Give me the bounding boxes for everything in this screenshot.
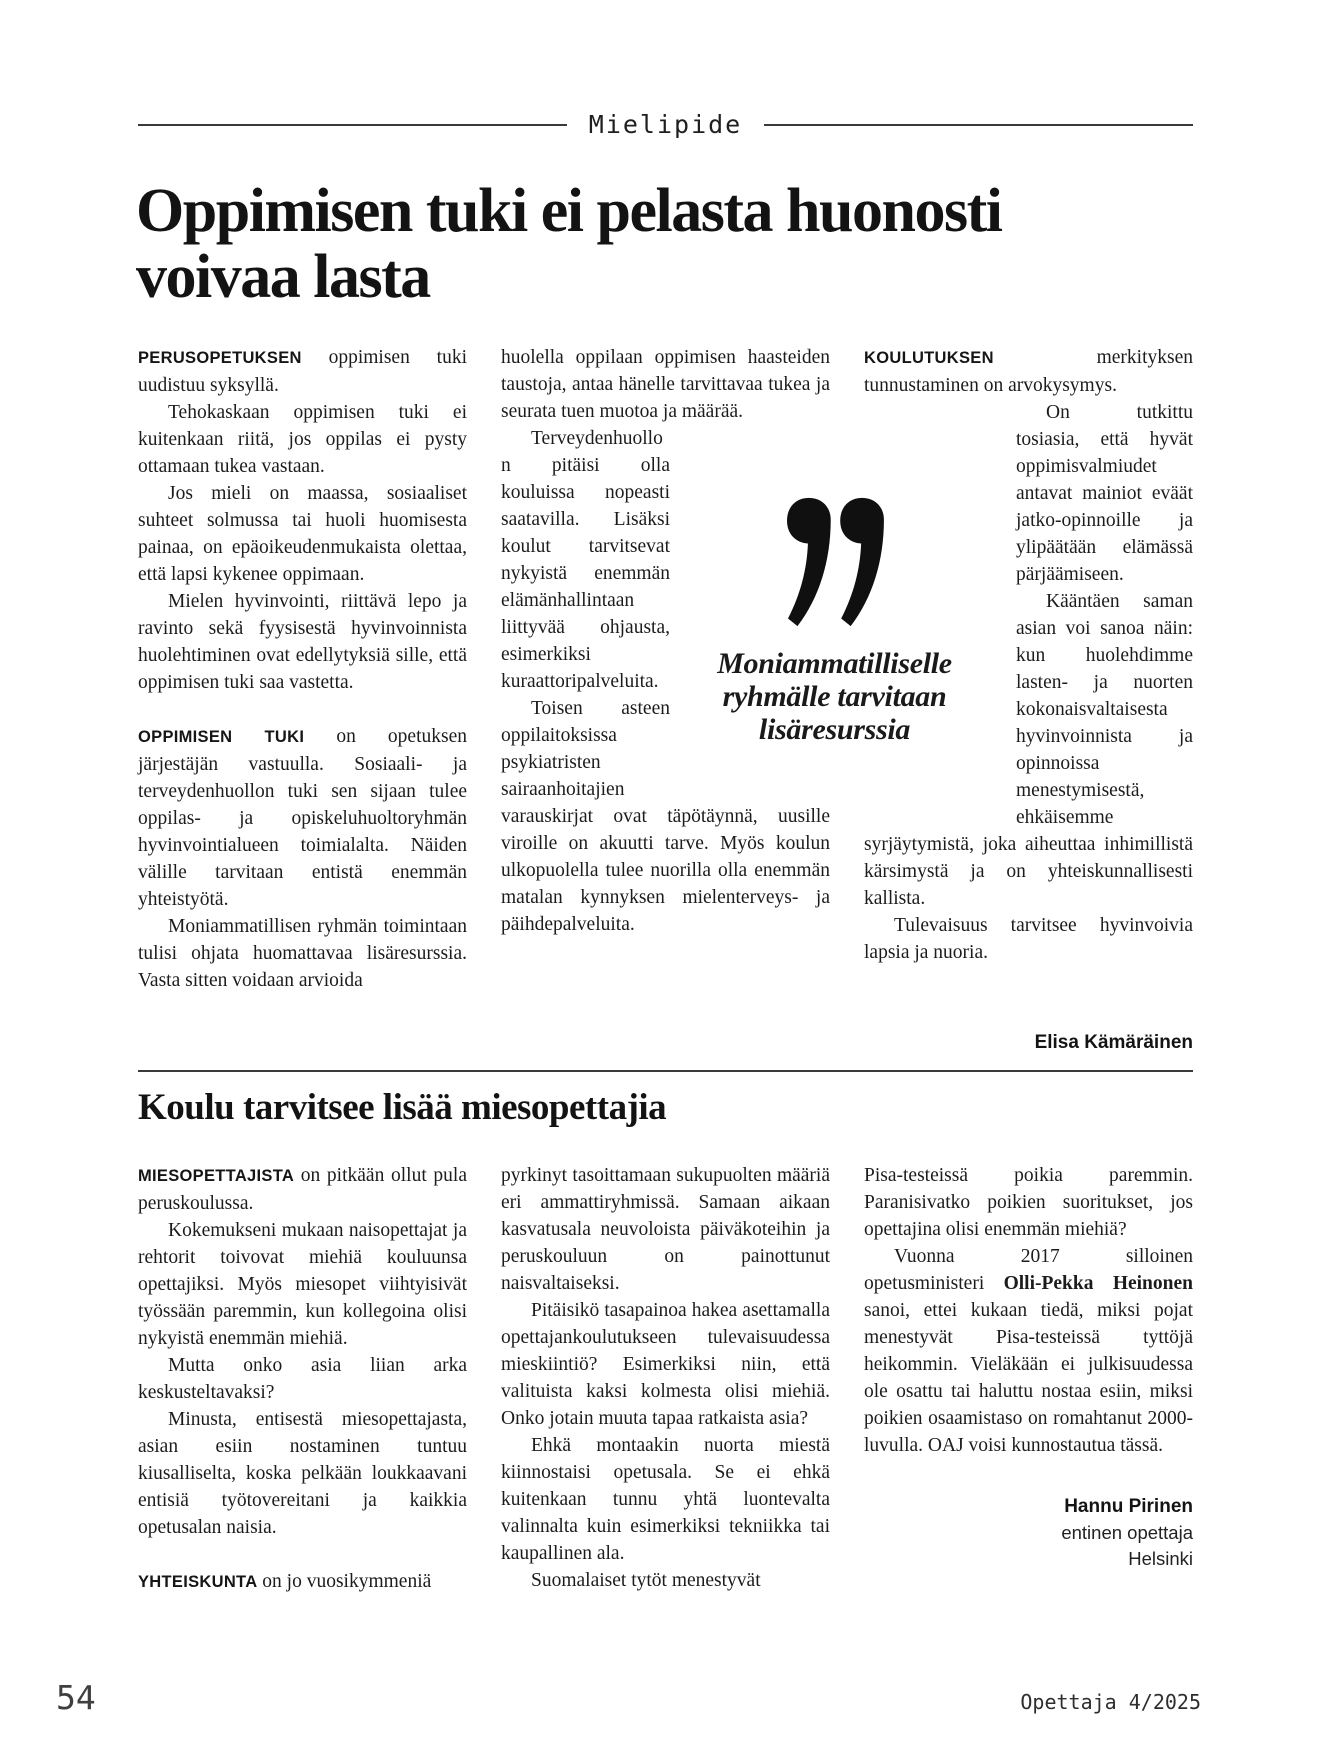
body-paragraph bbox=[138, 723, 467, 913]
paragraph-text: oppimisen tuki uudistuu syksyllä. bbox=[138, 347, 467, 396]
body-paragraph: Kokemukseni mukaan naisopettajat ja rehtorit toivovat miehiä kouluunsa opettajiksi. Myös miesopet viihtyisivät työssään paremmin, kun kollegoina olisi nykyistä enemmän miehiä. bbox=[138, 1220, 467, 1349]
article1-columns bbox=[138, 344, 1193, 1054]
page-footer bbox=[56, 1678, 1201, 1717]
body-paragraph: Pitäisikö tasapainoa hakea asettamalla opettajankoulutukseen tulevaisuudessa mieskiintiö? Esimerkiksi niin, että valituista kaksi kolmesta olisi miehiä. Onko jotain muuta tapaa ratkaista asia? bbox=[501, 1300, 830, 1429]
section-label: Mielipide bbox=[588, 110, 743, 139]
page-number: 54 bbox=[56, 1678, 96, 1717]
section-masthead bbox=[138, 110, 1193, 139]
paragraph-kicker: PERUSOPETUKSEN bbox=[138, 349, 302, 367]
body-paragraph: Kääntäen saman asian voi sanoa näin: kun huolehdimme lasten- ja nuorten kokonaisvaltaisesta hyvinvoinnista ja opinnoissa menestymisestä, ehkäisemme syrjäytymistä, joka aiheuttaa inhimillistä kärsimystä ja on yhteiskunnallisesti kallista. bbox=[864, 591, 1193, 909]
paragraph-text: on jo vuosikymmeniä bbox=[262, 1571, 432, 1592]
article-divider-rule bbox=[138, 1070, 1193, 1072]
article2-columns bbox=[138, 1162, 1193, 1596]
body-paragraph: pyrkinyt tasoittamaan sukupuolten määriä eri ammattiryhmissä. Samaan aikaan kasvatusala neuvoloista päiväkoteihin ja peruskouluun on painottunut naisvaltaiseksi. bbox=[501, 1165, 830, 1294]
paragraph-kicker: OPPIMISEN TUKI bbox=[138, 728, 305, 746]
pull-quote bbox=[662, 496, 1007, 746]
article1-author-byline: Elisa Kämäräinen bbox=[1034, 1032, 1193, 1053]
article1-column-1 bbox=[138, 344, 467, 1054]
article2-column-2 bbox=[501, 1162, 830, 1596]
author-role: entinen opettaja bbox=[1061, 1522, 1193, 1543]
paragraph-text: merkityksen tunnustaminen on arvokysymys. bbox=[864, 347, 1193, 396]
paragraph-kicker: MIESOPETTAJISTA bbox=[138, 1167, 295, 1185]
article2-headline: Koulu tarvitsee lisää miesopettajia bbox=[138, 1087, 667, 1128]
author-name: Hannu Pirinen bbox=[1064, 1496, 1193, 1517]
body-paragraph bbox=[864, 344, 1193, 399]
body-paragraph: Ehkä montaakin nuorta miestä kiinnostaisi opetusala. Se ei ehkä kuitenkaan tunnu yhtä luontevalta valinnalta kuin esimerkiksi tekniikka tai kaupallinen ala. bbox=[501, 1435, 830, 1564]
paragraph-kicker: KOULUTUKSEN bbox=[864, 349, 994, 367]
body-paragraph: Mutta onko asia liian arka keskusteltavaksi? bbox=[138, 1355, 467, 1403]
body-paragraph: Tehokaskaan oppimisen tuki ei kuitenkaan riitä, jos oppilas ei pysty ottamaan tukea vastaan. bbox=[138, 402, 467, 477]
paragraph-text: on opetuksen järjestäjän vastuulla. Sosiaali- ja terveydenhuollon tuki sen sijaan tulee oppilas- ja opiskeluhuoltoryhmän hyvinvointialueen toimialalta. Näiden välille tarvitaan entistä enemmän yhteistyötä. bbox=[138, 726, 467, 910]
issue-label: Opettaja 4/2025 bbox=[1020, 1690, 1201, 1714]
paragraph-text: sanoi, ettei kukaan tiedä, miksi pojat menestyvät Pisa-testeissä tyttöjä heikommin. Vieläkään ei julkisuudessa ole osattu tai haluttu nostaa esiin, miksi poikien osaamistaso on romahtanut 2000-luvulla. OAJ voisi kunnostautua tässä. bbox=[864, 1300, 1193, 1456]
article2-column-3 bbox=[864, 1162, 1193, 1596]
person-name-bold: Olli-Pekka Heinonen bbox=[1003, 1273, 1193, 1294]
body-paragraph bbox=[138, 1568, 467, 1596]
body-paragraph: On tutkittu tosiasia, että hyvät oppimisvalmiudet antavat mainiot eväät jatko-opinnoille ja ylipäätään elämässä pärjäämiseen. bbox=[1016, 402, 1193, 585]
body-paragraph: Tulevaisuus tarvitsee hyvinvoivia lapsia ja nuoria. bbox=[864, 915, 1193, 963]
body-paragraph: Suomalaiset tytöt menestyvät bbox=[531, 1570, 761, 1591]
masthead-rule-right bbox=[764, 124, 1193, 126]
body-paragraph: Pisa-testeissä poikia paremmin. Paranisivatko poikien suoritukset, jos opettajina olisi enemmän miehiä? bbox=[864, 1165, 1193, 1240]
body-paragraph bbox=[138, 1162, 467, 1217]
body-paragraph: huolella oppilaan oppimisen haasteiden taustoja, antaa hänelle tarvittavaa tukea ja seurata tuen muotoa ja määrää. bbox=[501, 347, 830, 422]
body-paragraph: Mielen hyvinvointi, riittävä lepo ja ravinto sekä fyysisestä hyvinvoinnista huolehtiminen ovat edellytyksiä sille, että oppimisen tuki saa vastetta. bbox=[138, 591, 467, 693]
author-city: Helsinki bbox=[1128, 1548, 1193, 1569]
pull-quote-text: Moniammatilliselle ryhmälle tarvitaan lisäresurssia bbox=[717, 647, 952, 746]
article2-column-1 bbox=[138, 1162, 467, 1596]
body-paragraph bbox=[138, 344, 467, 399]
body-paragraph: Jos mieli on maassa, sosiaaliset suhteet solmussa tai huoli huomisesta painaa, on epäoikeudenmukaista olettaa, että lapsi kykenee oppimaan. bbox=[138, 483, 467, 585]
article1-headline bbox=[136, 178, 1226, 310]
body-paragraph: Terveydenhuollon pitäisi olla kouluissa nopeasti saatavilla. Lisäksi koulut tarvitsevat nykyistä enemmän elämänhallintaan liittyvää ohjausta, esimerkiksi kuraattoripalveluita. bbox=[501, 428, 670, 692]
article2-author-byline bbox=[864, 1493, 1193, 1572]
paragraph-text: Vuonna 2017 silloinen opetusministeri bbox=[864, 1246, 1193, 1294]
body-paragraph: Toisen asteen oppilaitoksissa psykiatristen sairaanhoitajien varauskirjat ovat täpötäynnä, uusille viroille on akuutti tarve. Myös koulun ulkopuolella tulee nuorilla olla enemmän matalan kynnyksen mielenterveys- ja päihdepalveluita. bbox=[501, 698, 830, 935]
body-paragraph bbox=[864, 1243, 1193, 1459]
paragraph-kicker: YHTEISKUNTA bbox=[138, 1573, 258, 1591]
paragraph-text: on pitkään ollut pula peruskoulussa. bbox=[138, 1165, 467, 1214]
body-paragraph: Moniammatillisen ryhmän toimintaan tulisi ohjata huomattavaa lisäresurssia. Vasta sitten voidaan arvioida bbox=[138, 916, 467, 991]
article1-headline-line2: voivaa lasta bbox=[136, 243, 430, 311]
article1-headline-line1: Oppimisen tuki ei pelasta huonosti bbox=[136, 177, 1002, 245]
masthead-rule-left bbox=[138, 124, 567, 126]
closing-double-quote-icon bbox=[785, 496, 885, 629]
body-paragraph: Minusta, entisestä miesopettajasta, asian esiin nostaminen tuntuu kiusalliselta, koska pelkään loukkaavani entisiä työtovereitani ja kaikkia opetusalan naisia. bbox=[138, 1409, 467, 1538]
